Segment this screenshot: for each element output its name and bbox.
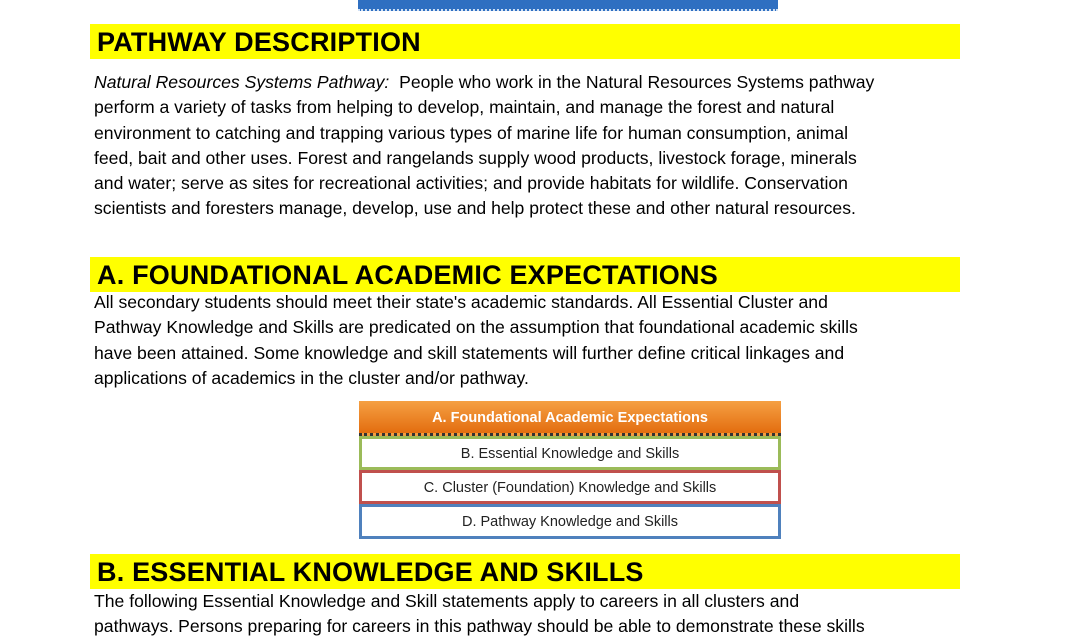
essential-knowledge-text xyxy=(94,589,954,640)
pathway-description-text xyxy=(94,70,954,222)
level-a-foundational-box: A. Foundational Academic Expectations xyxy=(359,401,781,436)
pathway-name-italic: Natural Resources Systems Pathway: xyxy=(94,72,390,92)
essential-knowledge-line: pathways. Persons preparing for careers in this pathway should be able to demonstrate these skills xyxy=(94,616,865,637)
foundational-academic-heading: A. FOUNDATIONAL ACADEMIC EXPECTATIONS xyxy=(90,257,960,292)
pathway-description-line-1 xyxy=(94,70,954,95)
essential-knowledge-heading: B. ESSENTIAL KNOWLEDGE AND SKILLS xyxy=(90,554,960,589)
foundational-academic-line: All secondary students should meet their state's academic standards. All Essential Cluster and xyxy=(94,292,828,312)
pathway-description-line: perform a variety of tasks from helping to develop, maintain, and manage the forest and natural xyxy=(94,97,835,118)
level-c-cluster-box: C. Cluster (Foundation) Knowledge and Skills xyxy=(359,470,781,504)
level-b-essential-box: B. Essential Knowledge and Skills xyxy=(359,436,781,470)
essential-knowledge-line: The following Essential Knowledge and Skill statements apply to careers in all clusters and xyxy=(94,591,800,611)
foundational-academic-line: applications of academics in the cluster and/or pathway. xyxy=(94,367,529,388)
foundational-academic-line: have been attained. Some knowledge and skill statements will further define critical linkages and xyxy=(94,342,845,363)
pathway-description-line: scientists and foresters manage, develop, use and help protect these and other natural resources. xyxy=(94,198,856,219)
pathway-description-line: and water; serve as sites for recreational activities; and provide habitats for wildlife. Conservation xyxy=(94,173,848,194)
foundational-academic-line: Pathway Knowledge and Skills are predicated on the assumption that foundational academic skills xyxy=(94,317,858,338)
pathway-description-heading: PATHWAY DESCRIPTION xyxy=(90,24,960,59)
foundational-academic-text xyxy=(94,290,954,391)
level-d-pathway-box: D. Pathway Knowledge and Skills xyxy=(359,504,781,539)
pathway-description-line: environment to catching and trapping various types of marine life for human consumption, animal xyxy=(94,122,849,143)
top-decorative-bar xyxy=(358,0,778,11)
pathway-description-line: feed, bait and other uses. Forest and rangelands supply wood products, livestock forage, minerals xyxy=(94,147,857,168)
pathway-description-line-1-rest: People who work in the Natural Resources Systems pathway xyxy=(399,72,875,92)
